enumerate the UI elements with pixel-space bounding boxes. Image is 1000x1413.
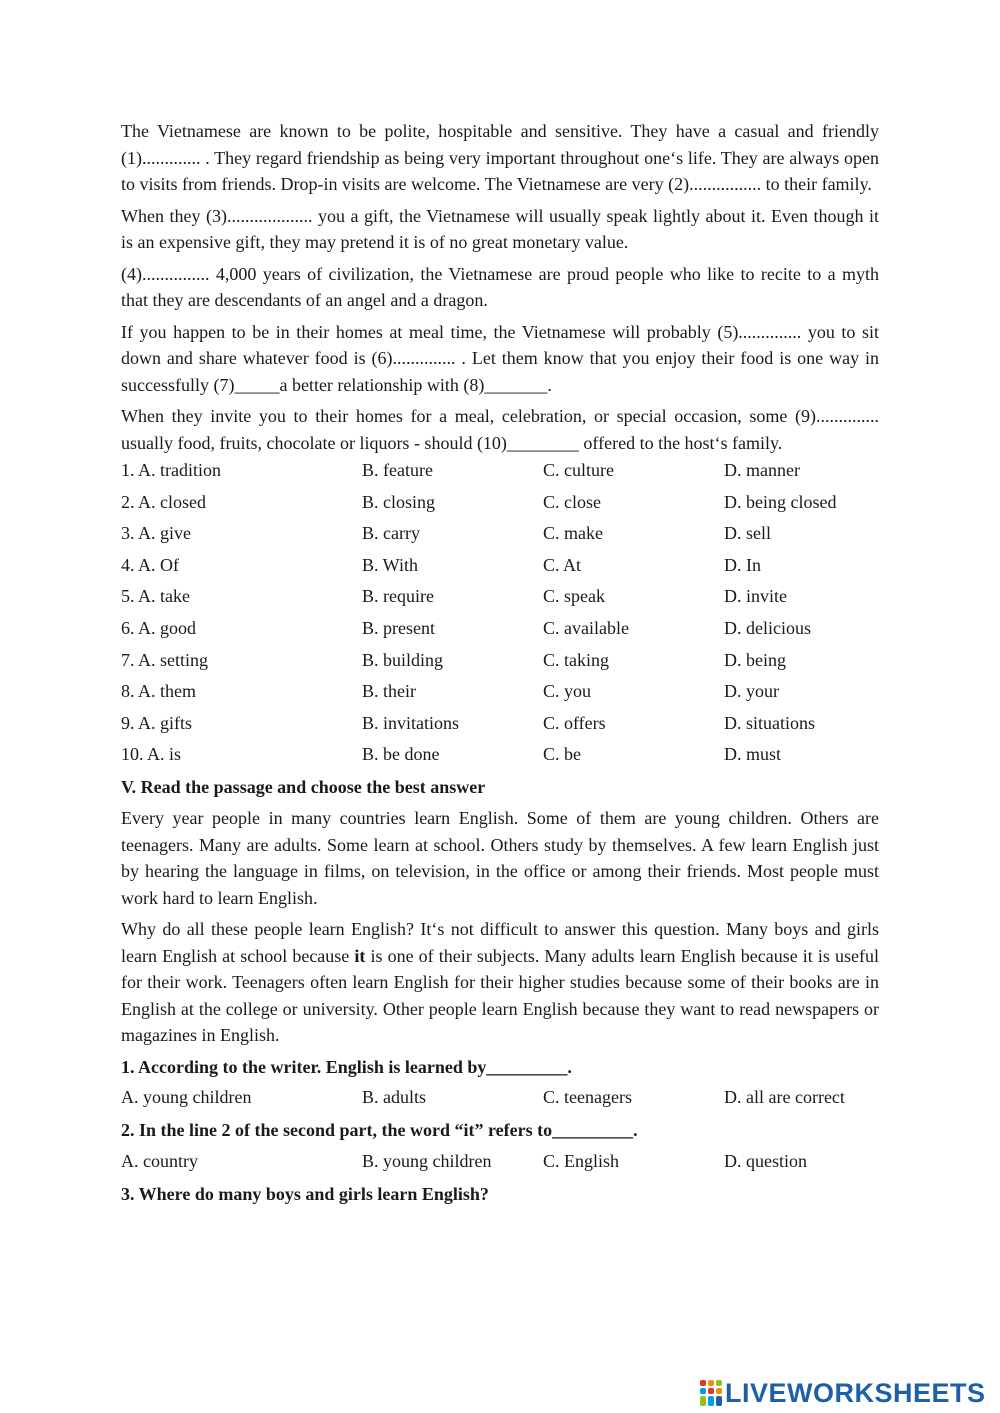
option-10c[interactable]: C. be — [543, 744, 581, 765]
option-2c[interactable]: C. close — [543, 491, 601, 512]
liveworksheets-logo — [700, 1378, 986, 1408]
option-9a[interactable]: 9. A. gifts — [121, 712, 193, 733]
q2-option-c[interactable]: C. English — [543, 1150, 620, 1171]
q1-option-d[interactable]: D. all are correct — [724, 1087, 845, 1108]
option-2d[interactable]: D. being closed — [724, 491, 837, 512]
option-2a[interactable]: 2. A. closed — [121, 491, 206, 512]
question-1: 1. According to the writer. English is learned by_________. — [121, 1056, 572, 1077]
option-8b[interactable]: B. their — [362, 681, 416, 702]
option-7c[interactable]: C. taking — [543, 649, 609, 670]
option-5d[interactable]: D. invite — [724, 586, 787, 607]
option-1b[interactable]: B. feature — [362, 460, 433, 480]
reading-bold-it: it — [354, 945, 366, 966]
option-2b[interactable]: B. closing — [362, 491, 436, 512]
option-4d[interactable]: D. In — [724, 554, 761, 575]
option-9b[interactable]: B. invitations — [362, 712, 460, 733]
option-5a[interactable]: 5. A. take — [121, 586, 190, 607]
reading-paragraph-2 — [121, 916, 879, 1049]
option-1c[interactable]: C. culture — [543, 460, 614, 480]
q1-option-b[interactable]: B. adults — [362, 1087, 427, 1108]
passage-paragraph-4: If you happen to be in their homes at meal time, the Vietnamese will probably (5).............. you to sit down and share whatever food is (6).............. . Let them know that you enjoy their food is one way in successfully (7)_____a better relationship with (8)_______. — [121, 321, 879, 395]
option-4a[interactable]: 4. A. Of — [121, 554, 179, 575]
option-1a[interactable]: 1. A. tradition — [121, 460, 221, 480]
question-2: 2. In the line 2 of the second part, the word “it” refers to_________. — [121, 1120, 638, 1141]
section-heading: V. Read the passage and choose the best answer — [121, 776, 486, 797]
option-1d[interactable]: D. manner — [724, 460, 800, 480]
option-8a[interactable]: 8. A. them — [121, 681, 196, 702]
q2-option-a[interactable]: A. country — [121, 1150, 198, 1171]
option-5c[interactable]: C. speak — [543, 586, 605, 607]
worksheet-page — [121, 118, 879, 1212]
option-5b[interactable]: B. require — [362, 586, 434, 607]
option-3b[interactable]: B. carry — [362, 523, 420, 544]
passage-paragraph-3: (4)............... 4,000 years of civilization, the Vietnamese are proud people who like to recite to a myth that they are descendants of an angel and a dragon. — [121, 263, 879, 310]
option-10d[interactable]: D. must — [724, 744, 782, 765]
option-9d[interactable]: D. situations — [724, 712, 816, 733]
option-10b[interactable]: B. be done — [362, 744, 440, 765]
option-9c[interactable]: C. offers — [543, 712, 606, 733]
q1-option-c[interactable]: C. teenagers — [543, 1087, 632, 1108]
reading-text-1: Why do all these people learn English? It‘s not difficult to answer this question. Many boys and girls learn English at school because — [121, 919, 879, 966]
option-6a[interactable]: 6. A. good — [121, 617, 197, 638]
q2-option-d[interactable]: D. question — [724, 1150, 807, 1171]
option-3d[interactable]: D. sell — [724, 523, 771, 544]
option-8d[interactable]: D. your — [724, 681, 779, 702]
option-4b[interactable]: B. With — [362, 554, 418, 575]
option-4c[interactable]: C. At — [543, 554, 582, 575]
liveworksheets-logo-icon — [700, 1380, 722, 1406]
question-2-options — [121, 1149, 879, 1181]
option-7d[interactable]: D. being — [724, 649, 786, 670]
passage-paragraph-5: When they invite you to their homes for a meal, celebration, or special occasion, some (9).............. usually food, fruits, chocolate or liquors - should (10)________ offered to the host‘s family. — [121, 406, 879, 453]
reading-paragraph-1: Every year people in many countries learn English. Some of them are young children. Others are teenagers. Many are adults. Some learn at school. Others study by themselves. A few learn English just by hearing the language in films, on television, in the office or among their friends. Most people must work hard to learn English. — [121, 808, 879, 908]
option-10a[interactable]: 10. A. is — [121, 744, 182, 765]
options-table — [121, 458, 879, 774]
reading-text-2: is one of their subjects. Many adults learn English because it is useful for their work. Teenagers often learn English for their higher studies because some of their books are in English at the college or university. Other people learn English because they want to read newspapers or magazines in English. — [121, 945, 879, 1046]
q2-option-b[interactable]: B. young children — [362, 1150, 492, 1171]
q1-option-a[interactable]: A. young children — [121, 1087, 252, 1108]
option-7a[interactable]: 7. A. setting — [121, 649, 209, 670]
option-8c[interactable]: C. you — [543, 681, 592, 702]
liveworksheets-logo-text: LIVEWORKSHEETS — [725, 1377, 986, 1408]
passage-paragraph-1: The Vietnamese are known to be polite, hospitable and sensitive. They have a casual and friendly (1)............. . They regard friendship as being very important throughout one‘s life. They are always open to visits from friends. Drop-in visits are welcome. The Vietnamese are very (2)................ to their family. — [121, 121, 879, 194]
option-3a[interactable]: 3. A. give — [121, 523, 191, 544]
option-7b[interactable]: B. building — [362, 649, 444, 670]
question-3: 3. Where do many boys and girls learn English? — [121, 1183, 489, 1204]
option-6b[interactable]: B. present — [362, 617, 435, 638]
option-6c[interactable]: C. available — [543, 617, 629, 638]
option-6d[interactable]: D. delicious — [724, 617, 811, 638]
passage-paragraph-2: When they (3)................... you a gift, the Vietnamese will usually speak lightly about it. Even though it is an expensive gift, they may pretend it is of no great monetary value. — [121, 205, 879, 252]
question-1-options — [121, 1085, 879, 1117]
option-3c[interactable]: C. make — [543, 523, 603, 544]
